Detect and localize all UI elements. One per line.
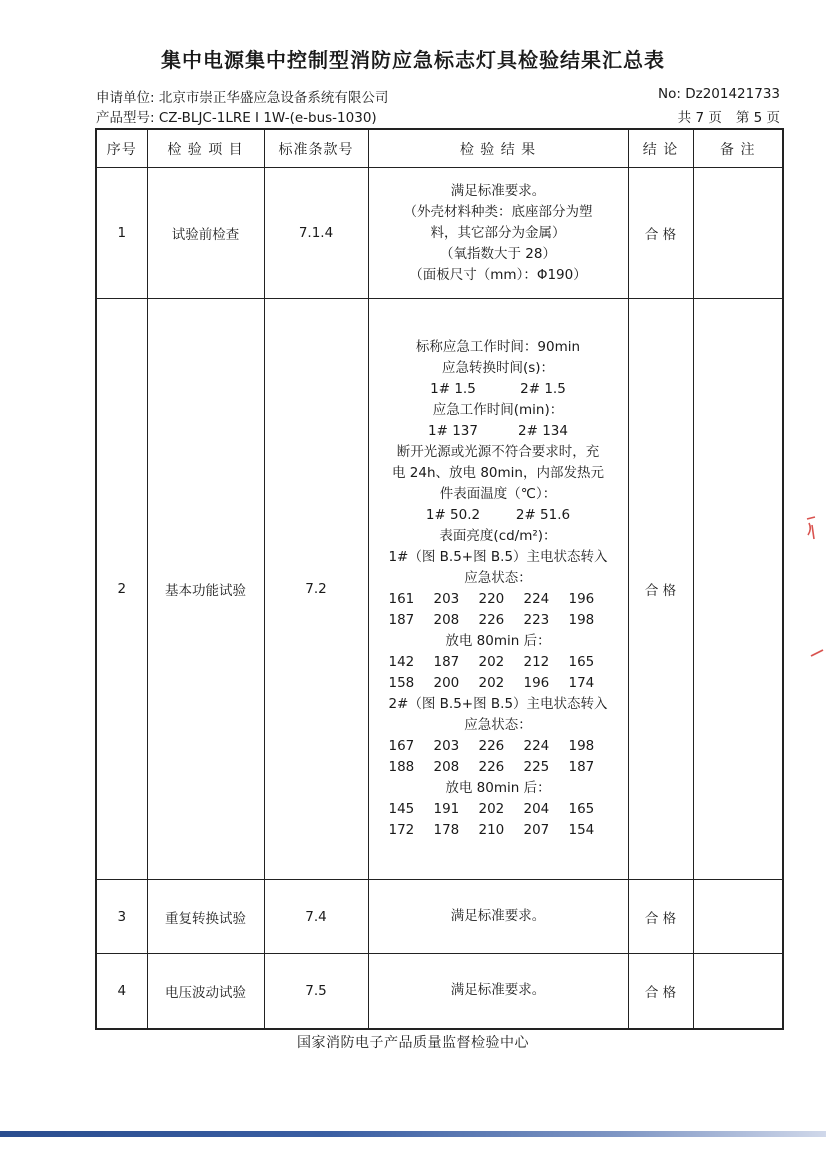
table-row — [96, 299, 783, 880]
luminance-value: 154 — [568, 822, 595, 838]
result-line: 件表面温度（℃）： — [439, 486, 557, 502]
result-line — [369, 505, 628, 526]
luminance-row — [369, 736, 628, 757]
luminance-value: 158 — [388, 675, 415, 691]
luminance-value: 165 — [568, 654, 595, 670]
luminance-value: 167 — [388, 738, 415, 754]
row-conclusion: 合 格 — [628, 299, 693, 880]
result-line: 标称应急工作时间：90min — [415, 339, 581, 355]
row-remark — [693, 880, 783, 954]
row-clause: 7.4 — [264, 880, 368, 954]
result-line: 断开光源或光源不符合要求时，充 — [396, 444, 600, 460]
page-info — [678, 106, 780, 126]
row-clause: 7.1.4 — [264, 168, 368, 299]
table-header-row — [96, 129, 783, 168]
total-pages: 共 7 页 — [677, 110, 722, 126]
table-row — [96, 880, 783, 954]
luminance-value: 200 — [433, 675, 460, 691]
luminance-row — [369, 589, 628, 610]
table-row — [96, 168, 783, 299]
luminance-value: 187 — [568, 759, 595, 775]
luminance-value: 224 — [523, 591, 550, 607]
header-item: 检 验 项 目 — [147, 129, 264, 168]
luminance-value: 208 — [433, 759, 460, 775]
sample-value: 1# 50.2 — [425, 507, 481, 523]
row-result — [368, 880, 628, 954]
result-line: 应急状态： — [464, 570, 532, 586]
luminance-value: 202 — [478, 801, 505, 817]
luminance-value: 210 — [478, 822, 505, 838]
header-remark: 备 注 — [693, 129, 783, 168]
row-item: 电压波动试验 — [147, 954, 264, 1029]
stamp-fragment-mark — [806, 515, 816, 541]
luminance-value: 196 — [568, 591, 595, 607]
applicant-unit: 申请单位: 北京市崇正华盛应急设备系统有限公司 — [96, 90, 389, 106]
result-line: （氧指数大于 28） — [440, 245, 556, 262]
row-clause: 7.2 — [264, 299, 368, 880]
luminance-value: 187 — [388, 612, 415, 628]
luminance-value: 161 — [388, 591, 415, 607]
row-no: 1 — [96, 168, 147, 299]
result-line: 放电 80min 后： — [445, 780, 551, 796]
result-line: 电 24h、放电 80min，内部发热元 — [392, 465, 604, 481]
luminance-value: 196 — [523, 675, 550, 691]
product-model: 产品型号: CZ-BLJC-1LRE I 1W-(e-bus-1030) — [96, 110, 377, 126]
row-item: 重复转换试验 — [147, 880, 264, 954]
row-result — [368, 299, 628, 880]
sample-value: 2# 1.5 — [520, 381, 566, 397]
luminance-value: 202 — [478, 675, 505, 691]
header-result: 检 验 结 果 — [368, 129, 628, 168]
result-line: 满足标准要求。 — [450, 182, 546, 199]
luminance-value: 226 — [478, 738, 505, 754]
luminance-value: 191 — [433, 801, 460, 817]
luminance-value: 207 — [523, 822, 550, 838]
results-table — [95, 128, 784, 1030]
result-line — [369, 421, 628, 442]
row-conclusion: 合 格 — [628, 168, 693, 299]
row-no: 4 — [96, 954, 147, 1029]
luminance-value: 226 — [478, 612, 505, 628]
result-line: 应急工作时间(min)： — [432, 402, 564, 418]
sample-value: 2# 51.6 — [515, 507, 571, 523]
luminance-value: 188 — [388, 759, 415, 775]
page-bottom-bar — [0, 1131, 826, 1137]
luminance-value: 202 — [478, 654, 505, 670]
row-clause: 7.5 — [264, 954, 368, 1029]
row-result — [368, 168, 628, 299]
luminance-value: 165 — [568, 801, 595, 817]
row-item: 试验前检查 — [147, 168, 264, 299]
result-line: 2#（图 B.5+图 B.5）主电状态转入 — [388, 696, 608, 712]
row-result — [368, 954, 628, 1029]
result-line: 满足标准要求。 — [450, 982, 546, 999]
row-remark — [693, 299, 783, 880]
result-line: 满足标准要求。 — [450, 908, 546, 924]
luminance-value: 142 — [388, 654, 415, 670]
luminance-value: 178 — [433, 822, 460, 838]
header-conclusion: 结 论 — [628, 129, 693, 168]
luminance-value: 204 — [523, 801, 550, 817]
result-line: 放电 80min 后： — [445, 633, 551, 649]
row-remark — [693, 168, 783, 299]
row-conclusion: 合 格 — [628, 880, 693, 954]
row-conclusion: 合 格 — [628, 954, 693, 1029]
result-line: （外壳材料种类：底座部分为塑 — [403, 203, 593, 220]
luminance-value: 224 — [523, 738, 550, 754]
result-line: 料，其它部分为金属） — [430, 224, 566, 241]
report-title: 集中电源集中控制型消防应急标志灯具检验结果汇总表 — [161, 48, 665, 72]
luminance-value: 187 — [433, 654, 460, 670]
row-no: 3 — [96, 880, 147, 954]
result-line: 应急状态： — [464, 717, 532, 733]
result-line: 应急转换时间(s)： — [441, 360, 555, 376]
sample-value: 1# 137 — [428, 423, 478, 439]
luminance-value: 198 — [568, 612, 595, 628]
luminance-row — [369, 610, 628, 631]
luminance-value: 203 — [433, 591, 460, 607]
luminance-row — [369, 673, 628, 694]
result-line: （面板尺寸（mm）：Φ190） — [409, 266, 587, 283]
stamp-fragment-mark — [810, 648, 824, 658]
luminance-row — [369, 820, 628, 841]
luminance-value: 220 — [478, 591, 505, 607]
header-no: 序号 — [96, 129, 147, 168]
luminance-value: 145 — [388, 801, 415, 817]
result-line: 1#（图 B.5+图 B.5）主电状态转入 — [388, 549, 608, 565]
result-line — [369, 379, 628, 400]
luminance-value: 203 — [433, 738, 460, 754]
luminance-value: 225 — [523, 759, 550, 775]
luminance-value: 226 — [478, 759, 505, 775]
sample-value: 1# 1.5 — [430, 381, 476, 397]
current-page: 第 5 页 — [735, 110, 780, 126]
luminance-row — [369, 652, 628, 673]
luminance-row — [369, 799, 628, 820]
row-item: 基本功能试验 — [147, 299, 264, 880]
luminance-value: 172 — [388, 822, 415, 838]
luminance-row — [369, 757, 628, 778]
luminance-value: 208 — [433, 612, 460, 628]
row-no: 2 — [96, 299, 147, 880]
row-remark — [693, 954, 783, 1029]
luminance-value: 212 — [523, 654, 550, 670]
header-clause: 标准条款号 — [264, 129, 368, 168]
sample-value: 2# 134 — [518, 423, 568, 439]
luminance-value: 223 — [523, 612, 550, 628]
report-number: No: Dz201421733 — [658, 86, 780, 102]
result-line: 表面亮度(cd/m²)： — [439, 528, 557, 544]
luminance-value: 174 — [568, 675, 595, 691]
table-row — [96, 954, 783, 1029]
luminance-value: 198 — [568, 738, 595, 754]
issuing-organization: 国家消防电子产品质量监督检验中心 — [297, 1035, 529, 1051]
